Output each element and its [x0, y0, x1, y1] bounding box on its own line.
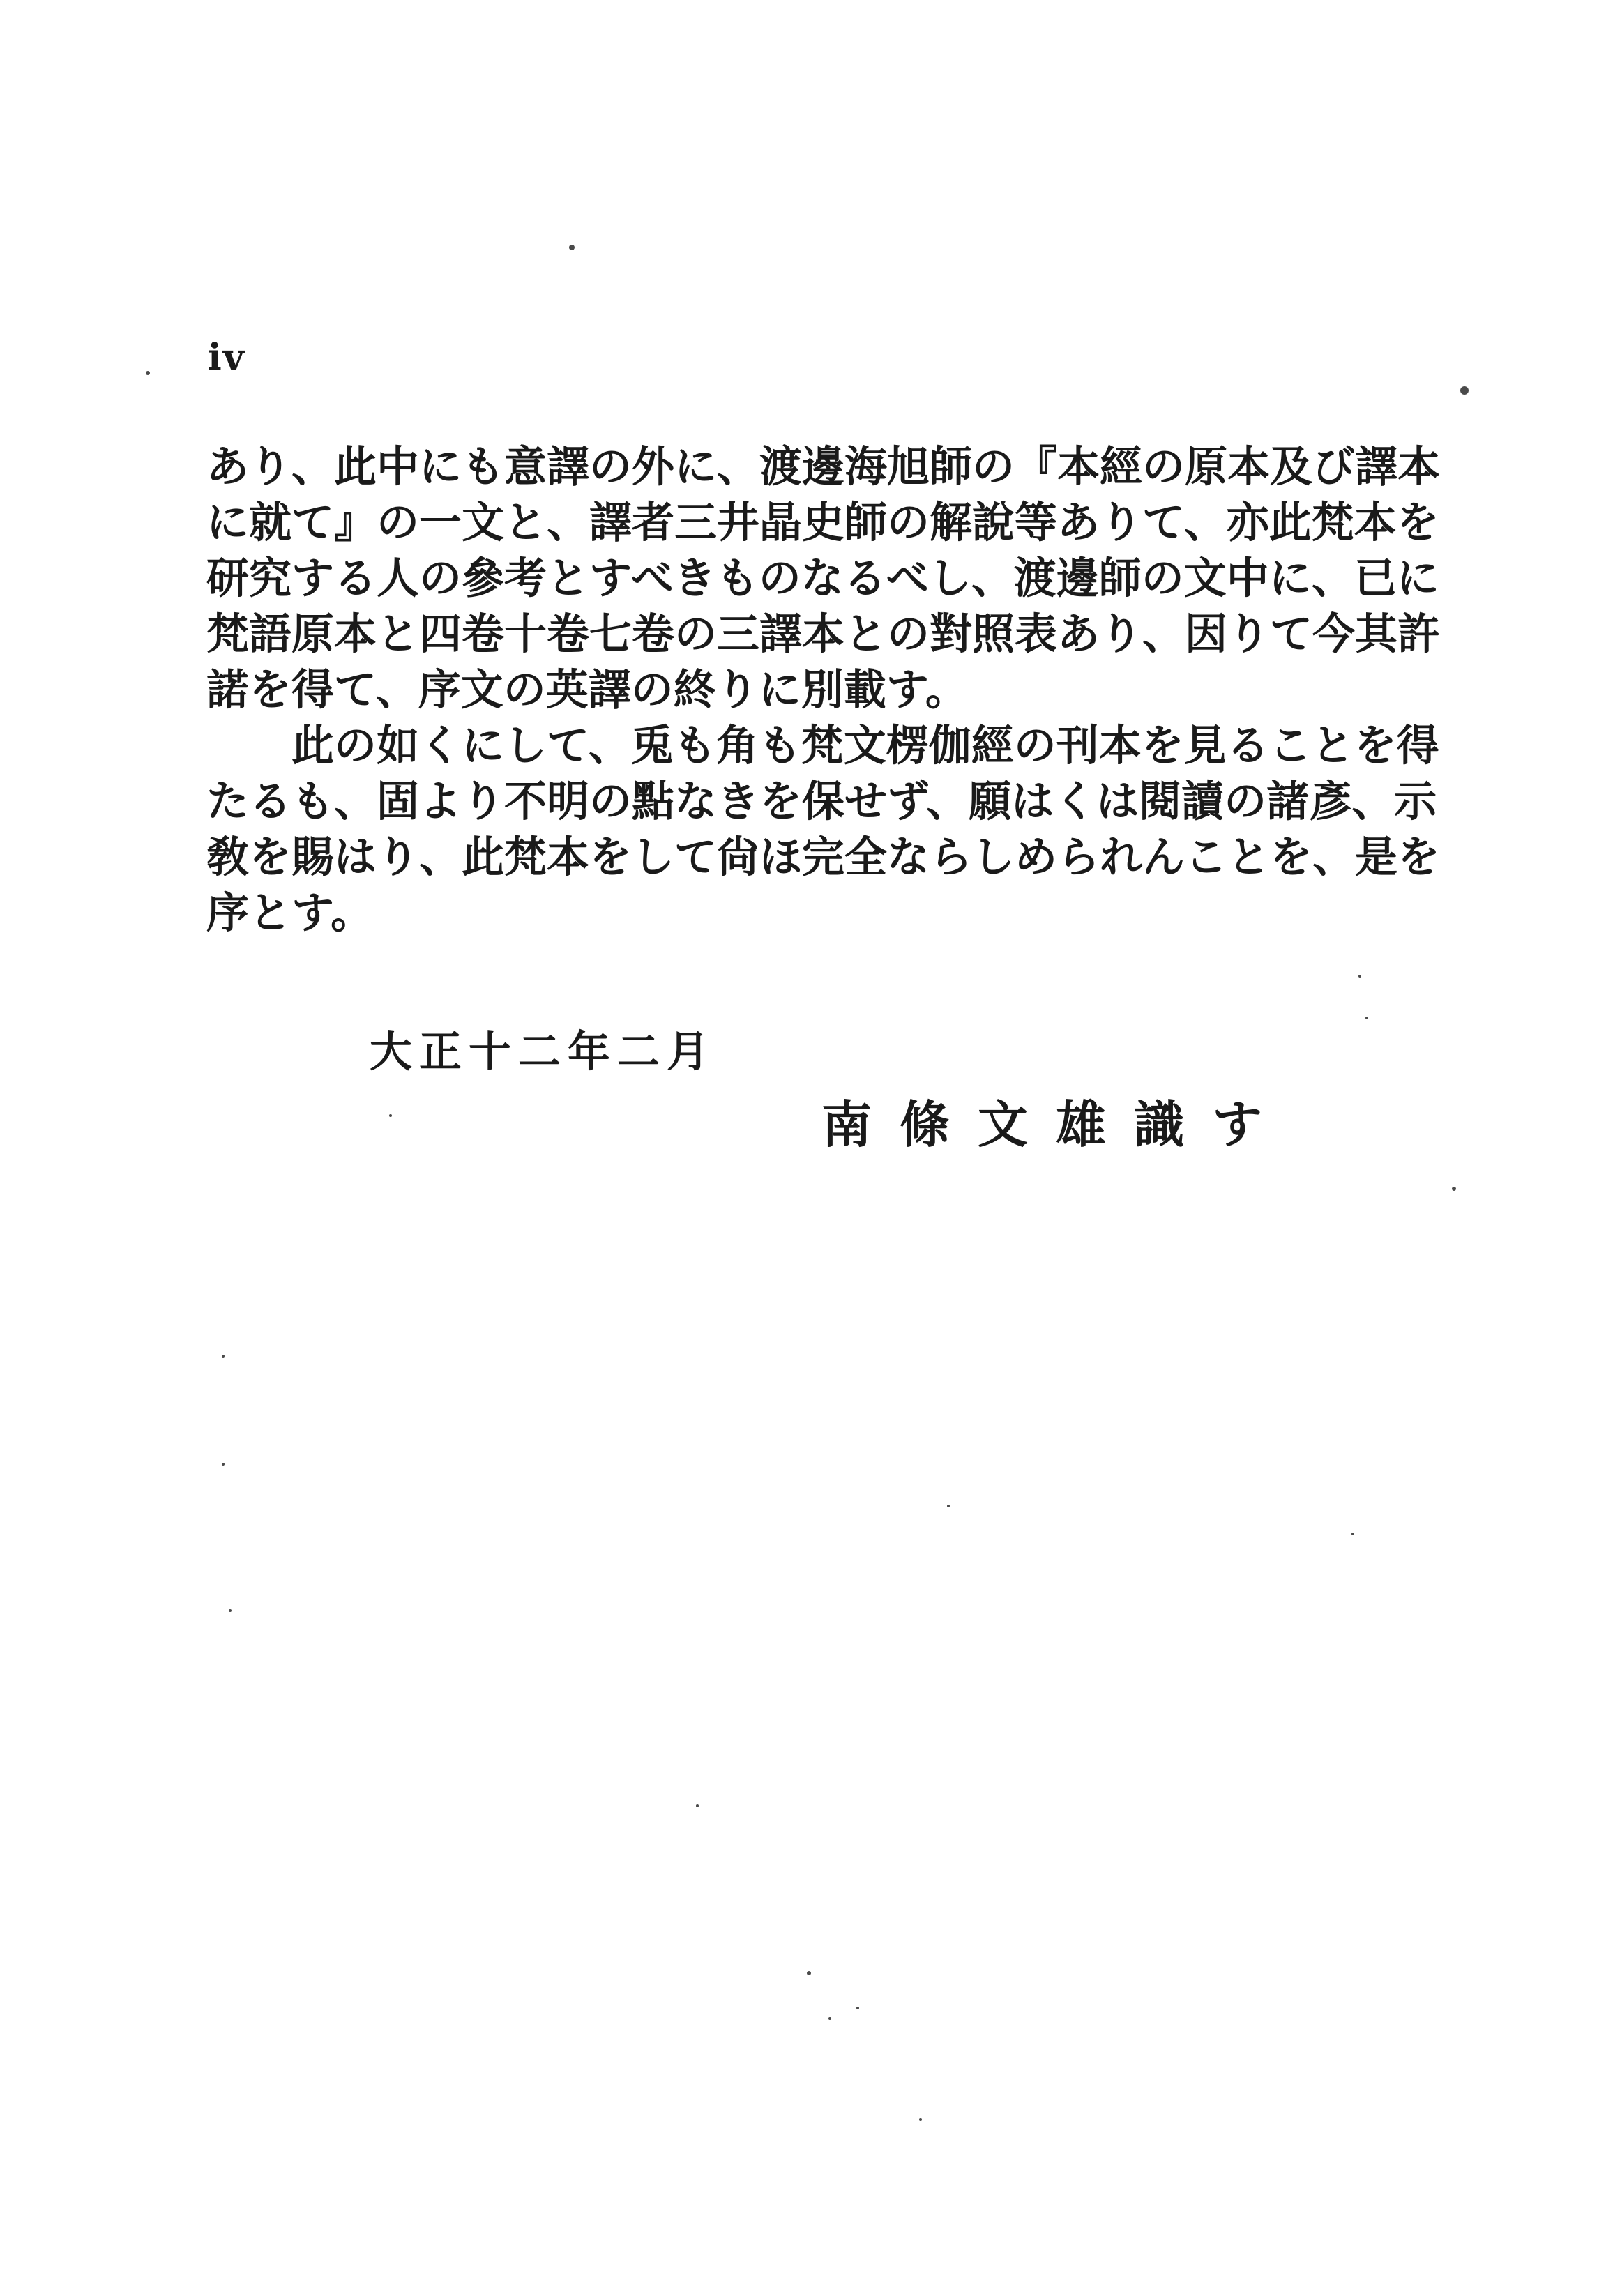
text-line: 梵語原本と四卷十卷七卷の三譯本との對照表あり、因りて今其許: [206, 609, 1441, 659]
text-line: 此の如くにして、兎も角も梵文楞伽經の刊本を見ることを得: [291, 721, 1439, 770]
text-line: 敎を賜はり、此梵本をして尙ほ完全ならしめられんことを、是を: [206, 833, 1441, 882]
text-line: あり、此中にも意譯の外に、渡邊海旭師の『本經の原本及び譯本: [206, 442, 1441, 492]
date-line: 大正十二年二月: [370, 1027, 717, 1077]
main-text: [206, 439, 1441, 941]
page-number: iv: [208, 336, 245, 379]
author-signature: 南條文雄識す: [821, 1095, 1291, 1154]
text-line: 研究する人の參考とすべきものなるべし、渡邊師の文中に、已に: [206, 554, 1439, 603]
text-line: 序とす。: [206, 888, 374, 938]
text-line: に就て』の一文と、譯者三井晶史師の解說等ありて、亦此梵本を: [206, 498, 1439, 547]
text-line: たるも、固より不明の點なきを保せず、願はくは閱讀の諸彥、示: [206, 777, 1437, 826]
text-line: 諾を得て、序文の英譯の終りに別載す。: [206, 665, 968, 715]
